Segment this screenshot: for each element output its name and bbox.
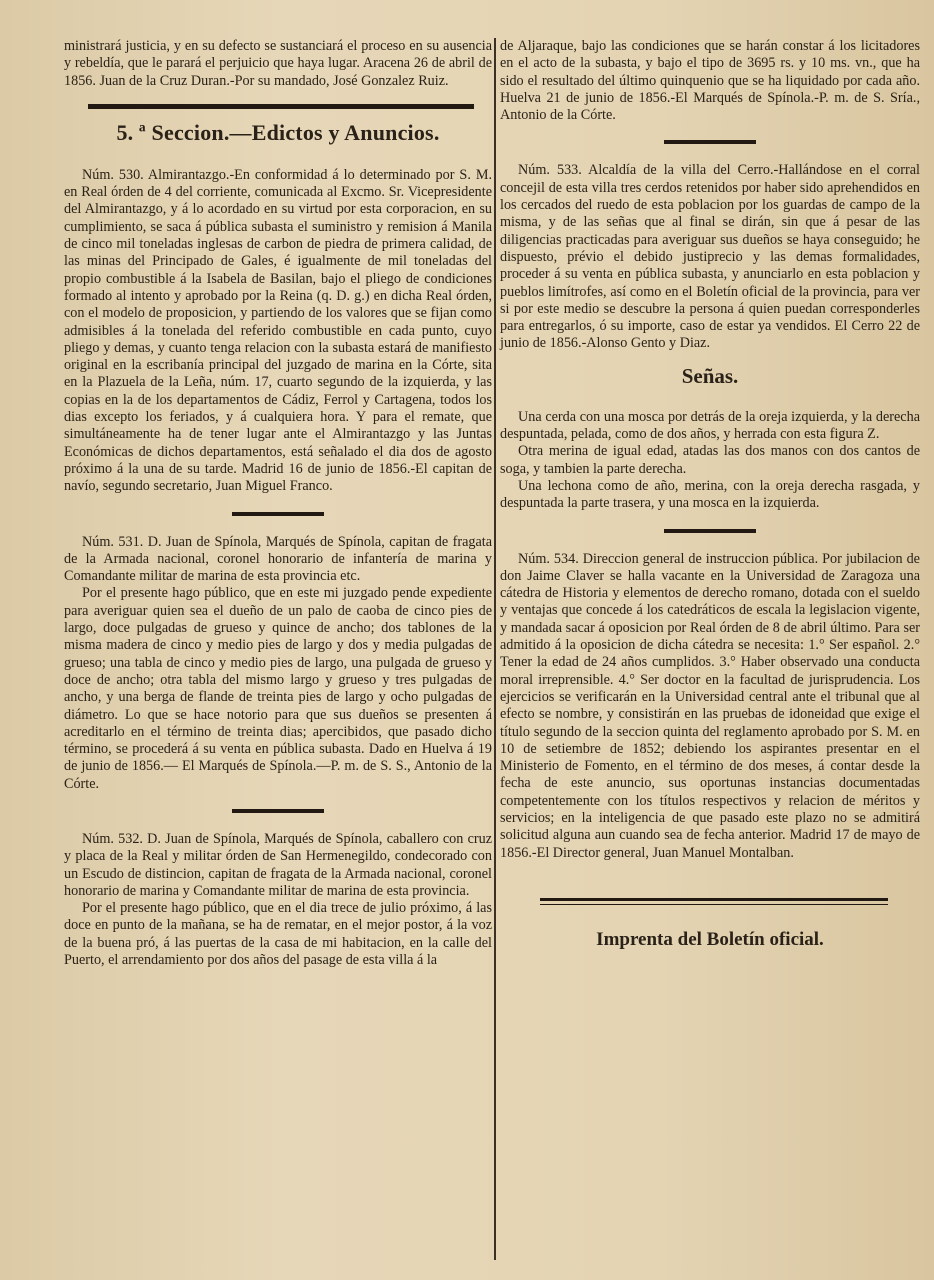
notice-531-body: Por el presente hago público, que en este mi juzgado pende expediente para averiguar quien sea el dueño de un palo de caoba de cinco pies de largo, doce pulgadas de grueso y quince de ancho; dos tablones de la misma madera de cinco y medio pies de largo y dos y media pulgadas de grueso; una tabla de cinco y medio pies de largo, una pulgada de grueso y doce de ancho; otra tabla del mismo largo y grueso y tres pulgadas de ancho, y una berga de flande de treinta pies de largo y ocho pulgadas de diámetro. Lo que se hace notorio para que sus dueños se presenten á acreditarlo en el término de treinta dias; apercibidos, que pasado dicho término, se procederá á su venta en pública subasta. Dado en Huelva á 19 de junio de 1856.— El Marqués de Spínola.—P. m. de S. S., Antonio de la Córte. (64, 585, 492, 792)
section-title: 5. ª Seccion.—Edictos y Anuncios. (116, 119, 440, 145)
divider-rule (232, 809, 324, 813)
section-rule (88, 104, 474, 109)
closing-rule (540, 898, 888, 905)
continuation-text-right: de Aljaraque, bajo las condiciones que se harán constar á los licitadores en el acto de la subasta, y bajo el tipo de 3695 rs. y 10 ms. vn., que ha sido el resultado del último quinquenio que se ha liquidado por cada año. Huelva 21 de junio de 1856.-El Marqués de Spínola.-P. m. de S. Sría., Antonio de la Córte. (500, 38, 920, 124)
notice-534: Núm. 534. Direccion general de instruccion pública. Por jubilacion de don Jaime Claver se halla vacante en la Universidad de Zaragoza una cátedra de Historia y elementos de derecho romano, dotada con el sueldo y ventajas que concede á los catedráticos de escala la legislacion vigente, y mandada sacar á oposicion por Real órden de 8 de abril último. Para ser admitido á la oposicion de dicha cátedra se necesita: 1.° Ser español. 2.° Tener la edad de 24 años cumplidos. 3.° Haber observado una conducta moral irreprensible. 4.° Ser doctor en la facultad de jurisprudencia. Los ejercicios se verificarán en la Universidad central ante el tribunal que al efecto se nombre, y consistirán en las pruebas de idoneidad que exige el título segundo de la seccion quinta del reglamento aprobado por S. M. en 10 de setiembre de 1852; debiendo los aspirantes presentar en el Ministerio de Fomento, en el término de dos meses, á contar desde la fecha de este anuncio, sus oportunas instancias documentadas competentemente con los títulos respectivos y relacion de méritos y servicios; en la inteligencia de que pasado este plazo no se admitirá solicitud alguna aun cuando sea de fecha anterior. Madrid 17 de mayo de 1856.-El Director general, Juan Manuel Montalban. (500, 550, 920, 861)
continuation-text-left: ministrará justicia, y en su defecto se sustanciará el proceso en su ausencia y rebeldía, que le parará el perjuicio que haya lugar. Aracena 26 de abril de 1856. Juan de la Cruz Duran.-Por su mandado, José Gonzalez Ruiz. (64, 38, 492, 89)
divider-rule (664, 140, 756, 144)
notice-533: Núm. 533. Alcaldía de la villa del Cerro.-Hallándose en el corral concejil de esta villa tres cerdos retenidos por haber sido aprehendidos en los cercados del ruedo de esta poblacion por los guardas de campo de la misma, y de las señas que al final se dirán, sin que á pesar de las diligencias practicadas para averiguar sus dueños se haya conseguido; he dispuesto, prévio el debido justiprecio y las demas formalidades, proceder á su venta en pública subasta, y anunciarlo en esta poblacion y pueblos limítrofes, así como en el Boletín oficial de la provincia, para ver si por este medio se descubre la persona á quien puedan corresponderles para entregarlos, ó su importe, caso de estar ya vendidos. El Cerro 22 de junio de 1856.-Alonso Gento y Diaz. (500, 162, 920, 352)
column-divider (494, 38, 496, 1260)
senas-item: Una cerda con una mosca por detrás de la oreja izquierda, y la derecha despuntada, pelada, como de dos años, y herrada con esta figura Z. (500, 408, 920, 443)
right-column (500, 38, 920, 948)
divider-rule (232, 512, 324, 516)
senas-title: Señas. (681, 363, 739, 388)
notice-532-heading: Núm. 532. D. Juan de Spínola, Marqués de Spínola, caballero con cruz y placa de la Real y militar órden de San Hermenegildo, condecorado con un Escudo de distincion, capitan de fragata de la Armada nacional, coronel honorario de marina y Comandante militar de marina de esta provincia. (64, 830, 492, 899)
notice-532-body: Por el presente hago público, que en el dia trece de julio próximo, á las doce en punto de la mañana, se ha de rematar, en el mejor postor, á la voz de la buena pró, á las puertas de la casa de mi habitacion, en la calle del Puerto, el arrendamiento por dos años del pasage de esta villa á la (64, 900, 492, 969)
notice-530: Núm. 530. Almirantazgo.-En conformidad á lo determinado por S. M. en Real órden de 4 del corriente, comunicada al Excmo. Sr. Vicepresidente del Almirantazgo, y á lo acordado en su virtud por esta corporacion, en su cumplimiento, se saca á pública subasta el suministro y remision á Manila de cinco mil toneladas inglesas de carbon de piedra de primera calidad, de las minas del Principado de Gales, é igualmente de mil toneladas del propio combustible á la Isabela de Basilan, bajo el pliego de condiciones formado al intento y aprobado por la Reina (q. D. g.) en dicha Real órden, con el modelo de proposicion, y partiendo de los valores que se fijan como admisibles á la tonelada del referido combustible en cada punto, cuyo pliego y demas, y cuanto tenga relacion con la subasta estará de manifiesto original en la escribanía principal del juzgado de marina en la Córte, sita en la Plazuela de la Leña, núm. 17, cuarto segundo de la izquierda, y las copias en la de los departamentos de Cádiz, Ferrol y Cartagena, todos los dias excepto los feriados, y á cualquiera hora. Y para el remate, que simultáneamente ha de tener lugar ante el Almirantazgo y las Juntas Económicas de dichos departamentos, está señalado el dia dos de agosto próximo á la una de su tarde. Madrid 16 de junio de 1856.-El capitan de navío, segundo secretario, Juan Miguel Franco. (64, 166, 492, 495)
senas-item: Otra merina de igual edad, atadas las dos manos con dos cantos de soga, y tambien la parte derecha. (500, 443, 920, 477)
notice-531-heading: Núm. 531. D. Juan de Spínola, Marqués de Spínola, capitan de fragata de la Armada nacional, coronel honorario de infantería de marina y Comandante militar de marina de esta provincia etc. (64, 533, 492, 585)
imprenta-footer: Imprenta del Boletín oficial. (596, 928, 824, 950)
left-column (64, 38, 492, 969)
senas-item: Una lechona como de año, merina, con la oreja derecha rasgada, y despuntada la parte trasera, y una mosca en la izquierda. (500, 477, 920, 512)
divider-rule (664, 529, 756, 533)
